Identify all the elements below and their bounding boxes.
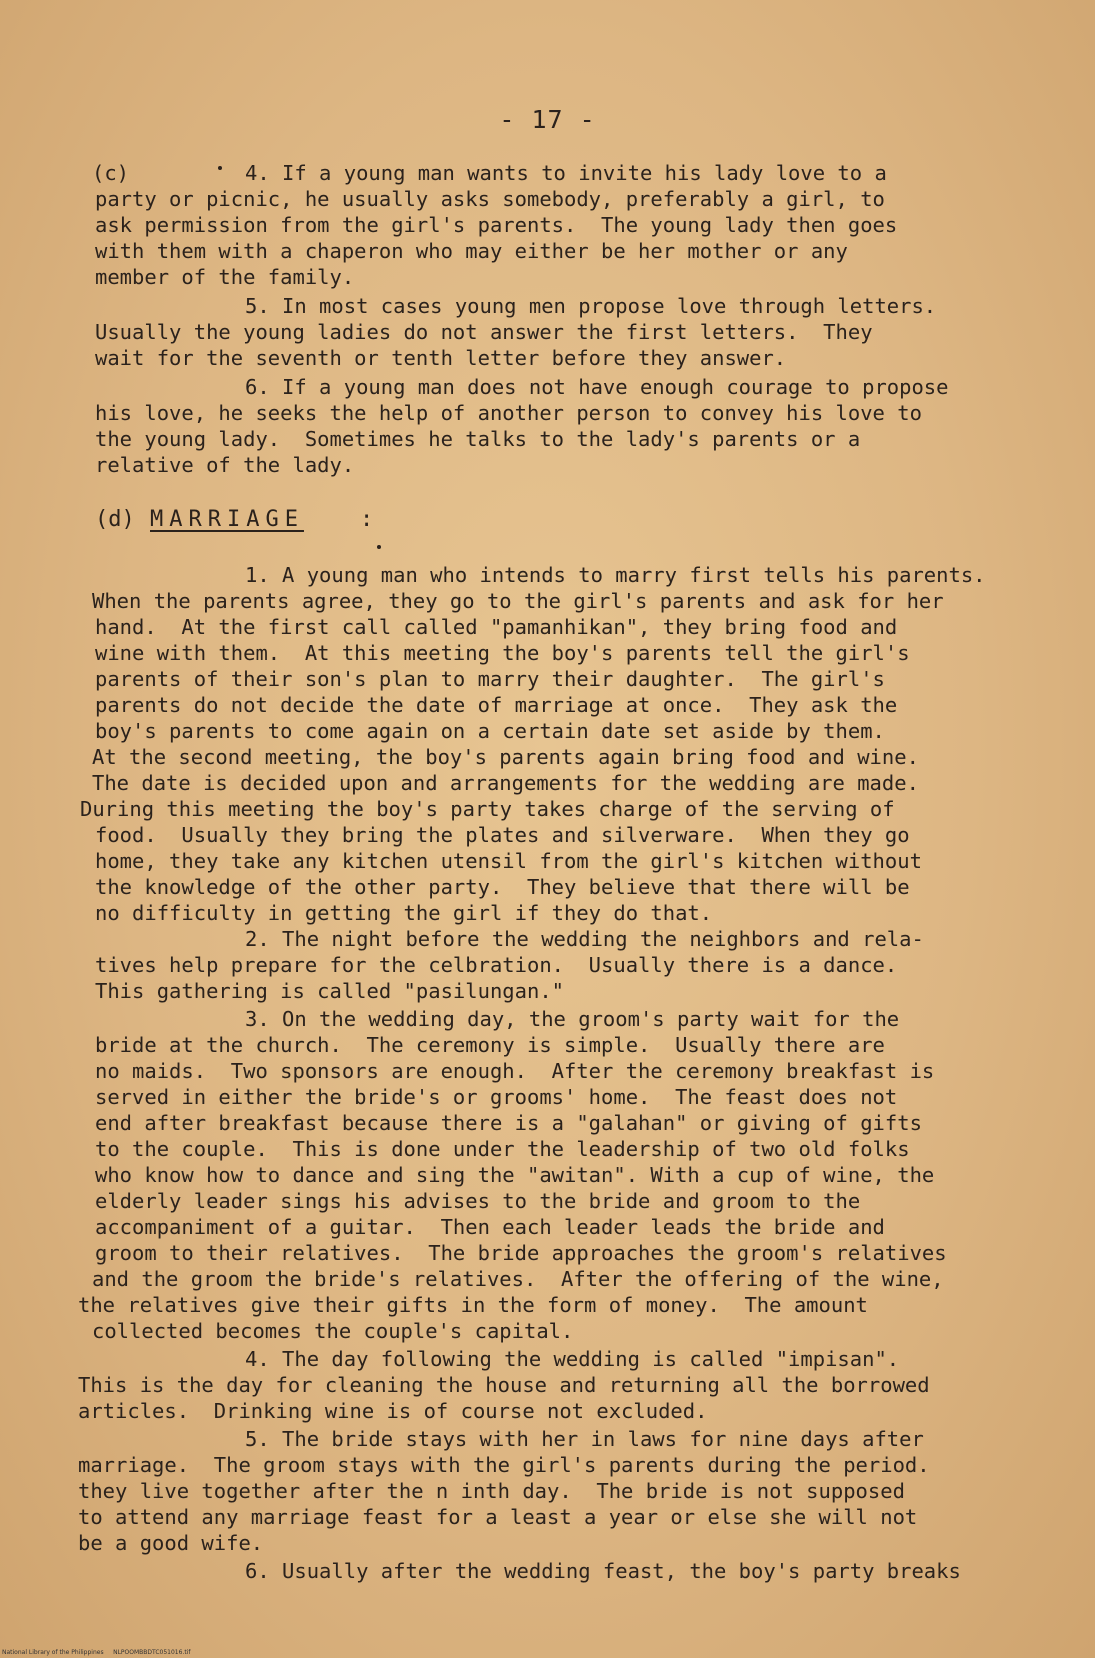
section-c-line: with them with a chaperon who may either be her mother or any <box>95 239 848 263</box>
section-d-line: home, they take any kitchen utensil from the girl's kitchen without <box>95 849 922 873</box>
section-c-line: ask permission from the girl's parents. The young lady then goes <box>95 213 898 237</box>
section-d-line: no maids. Two sponsors are enough. After the ceremony breakfast is <box>95 1059 935 1083</box>
section-d-line: At the second meeting, the boy's parents again bring food and wine. <box>92 745 919 769</box>
section-d-title: MARRIAGE <box>150 507 304 532</box>
section-d-colon: : <box>360 507 374 532</box>
section-d-line: groom to their relatives. The bride approaches the groom's relatives <box>95 1241 947 1265</box>
section-c-line: 4. If a young man wants to invite his lady love to a <box>245 161 887 185</box>
section-d-line: to the couple. This is done under the leadership of two old folks <box>95 1137 910 1161</box>
section-d-line: the knowledge of the other party. They believe that there will be <box>95 875 910 899</box>
section-d-line: accompaniment of a guitar. Then each leader leads the bride and <box>95 1215 885 1239</box>
section-d-line: This gathering is called "pasilungan." <box>95 979 564 1003</box>
section-c-line: 5. In most cases young men propose love through letters. <box>245 294 937 318</box>
section-d-line: 2. The night before the wedding the neighbors and rela- <box>245 927 924 951</box>
stray-mark <box>377 545 381 549</box>
section-d-line: When the parents agree, they go to the girl's parents and ask for her <box>92 589 944 613</box>
section-c-line: 6. If a young man does not have enough courage to propose <box>245 375 949 399</box>
section-d-label: (d) <box>95 507 135 532</box>
section-c-line: his love, he seeks the help of another person to convey his love to <box>95 401 922 425</box>
section-d-line: wine with them. At this meeting the boy's parents tell the girl's <box>95 641 910 665</box>
stray-mark <box>218 166 222 170</box>
section-d-line: who know how to dance and sing the "awitan". With a cup of wine, the <box>95 1163 935 1187</box>
section-d-line: end after breakfast because there is a "galahan" or giving of gifts <box>95 1111 922 1135</box>
scan-footer: National Library of the Philippines NLPOOMBBDTC051016.tif <box>2 1649 191 1656</box>
section-d-line: The date is decided upon and arrangements for the wedding are made. <box>92 771 919 795</box>
section-d-line: parents do not decide the date of marriage at once. They ask the <box>95 693 898 717</box>
section-c-line: wait for the seventh or tenth letter before they answer. <box>95 346 787 370</box>
section-d-line: served in either the bride's or grooms' home. The feast does not <box>95 1085 898 1109</box>
section-d-line: During this meeting the boy's party takes charge of the serving of <box>80 797 895 821</box>
section-d-line: 3. On the wedding day, the groom's party wait for the <box>245 1007 900 1031</box>
section-c-label: (c) <box>92 161 130 185</box>
section-d-line: boy's parents to come again on a certain date set aside by them. <box>95 719 885 743</box>
section-d-line: elderly leader sings his advises to the bride and groom to the <box>95 1189 861 1213</box>
section-d-line: hand. At the first call called "pamanhikan", they bring food and <box>95 615 898 639</box>
section-d-line: food. Usually they bring the plates and silverware. When they go <box>95 823 910 847</box>
section-d-line: parents of their son's plan to marry their daughter. The girl's <box>95 667 885 691</box>
section-d-line: collected becomes the couple's capital. <box>92 1319 574 1343</box>
section-d-line: marriage. The groom stays with the girl's parents during the period. <box>78 1453 930 1477</box>
section-d-line: articles. Drinking wine is of course not excluded. <box>78 1399 708 1423</box>
section-d-line: 6. Usually after the wedding feast, the boy's party breaks <box>245 1559 961 1583</box>
section-c-line: relative of the lady. <box>95 453 355 477</box>
section-d-line: 5. The bride stays with her in laws for nine days after <box>245 1427 924 1451</box>
page-number: - 17 - <box>499 105 596 134</box>
section-d-line: 1. A young man who intends to marry first tells his parents. <box>245 563 986 587</box>
section-d-line: bride at the church. The ceremony is simple. Usually there are <box>95 1033 885 1057</box>
section-d-line: the relatives give their gifts in the form of money. The amount <box>78 1293 868 1317</box>
section-c-line: member of the family. <box>95 265 355 289</box>
section-c-line: Usually the young ladies do not answer the first letters. They <box>95 320 873 344</box>
section-d-line: tives help prepare for the celbration. Usually there is a dance. <box>95 953 898 977</box>
section-d-line: and the groom the bride's relatives. After the offering of the wine, <box>92 1267 944 1291</box>
section-c-line: the young lady. Sometimes he talks to the lady's parents or a <box>95 427 861 451</box>
section-c-line: party or picnic, he usually asks somebody, preferably a girl, to <box>95 187 885 211</box>
section-d-line: to attend any marriage feast for a least a year or else she will not <box>78 1505 918 1529</box>
section-d-line: 4. The day following the wedding is called "impisan". <box>245 1347 900 1371</box>
section-d-line: be a good wife. <box>78 1531 264 1555</box>
section-d-line: they live together after the n inth day. The bride is not supposed <box>78 1479 905 1503</box>
section-d-line: no difficulty in getting the girl if they do that. <box>95 901 713 925</box>
section-d-line: This is the day for cleaning the house and returning all the borrowed <box>78 1373 930 1397</box>
